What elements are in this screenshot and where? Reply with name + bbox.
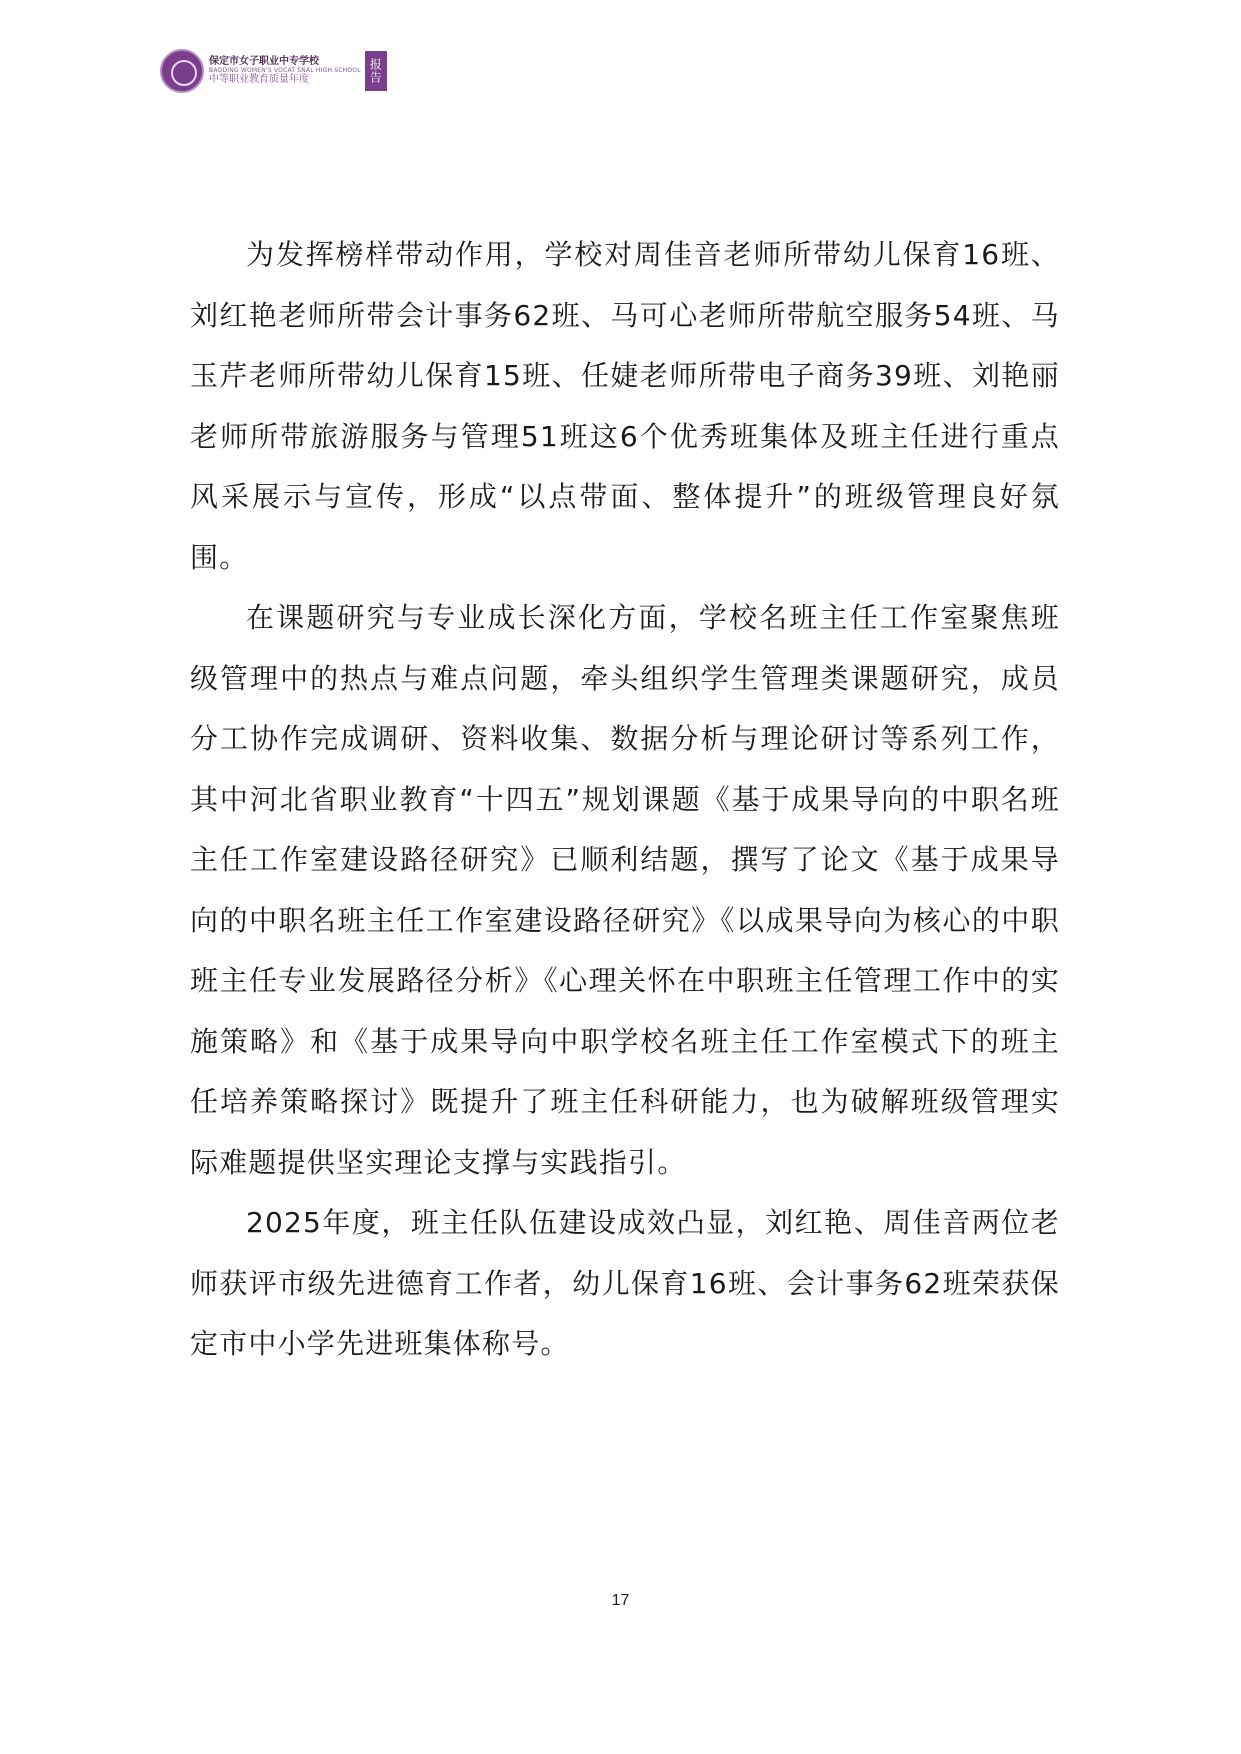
report-badge: 报告: [365, 51, 387, 91]
body-content: [190, 225, 1060, 1375]
paragraph-research: 在课题研究与专业成长深化方面，学校名班主任工作室聚焦班级管理中的热点与难点问题，牵头组织学生管理类课题研究，成员分工协作完成调研、资料收集、数据分析与理论研讨等系列工作，其中河北省职业教育“十四五”规划课题《基于成果导向的中职名班主任工作室建设路径研究》已顺利结题，撰写了论文《基于成果导向的中职名班主任工作室建设路径研究》《以成果导向为核心的中职班主任专业发展路径分析》《心理关怀在中职班主任管理工作中的实施策略》和《基于成果导向中职学校名班主任工作室模式下的班主任培养策略探讨》既提升了班主任科研能力，也为破解班级管理实际难题提供坚实理论支撑与实践指引。: [190, 601, 1060, 1179]
school-logo-emblem: [160, 49, 204, 93]
paragraph-achievements: 2025年度，班主任队伍建设成效凸显，刘红艳、周佳音两位老师获评市级先进德育工作者，幼儿保育16班、会计事务62班荣获保定市中小学先进班集体称号。: [190, 1206, 1060, 1360]
report-subtitle: 中等职业教育质量年度: [209, 74, 309, 86]
school-name-cn: 保定市女子职业中专学校: [209, 56, 319, 68]
school-logo-text: [209, 56, 361, 86]
school-name-en: BAODING WOMEN'S VOCAT SNAL HIGH SCHOOL: [209, 66, 361, 74]
report-header: [160, 48, 387, 94]
paragraph-role-models: 为发挥榜样带动作用，学校对周佳音老师所带幼儿保育16班、刘红艳老师所带会计事务62班、马可心老师所带航空服务54班、马玉芹老师所带幼儿保育15班、任婕老师所带电子商务39班、刘艳丽老师所带旅游服务与管理51班这6个优秀班集体及班主任进行重点风采展示与宣传，形成“以点带面、整体提升”的班级管理良好氛围。: [190, 238, 1060, 574]
page-number: 17: [611, 1592, 630, 1609]
